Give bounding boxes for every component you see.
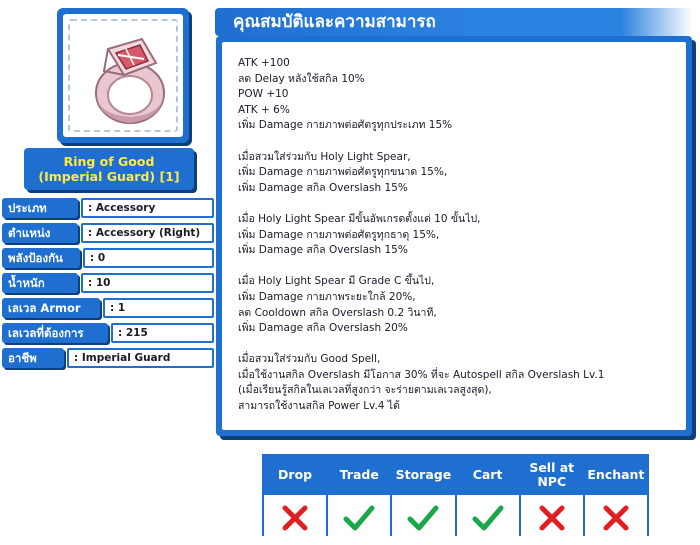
- description-spacer: [238, 337, 686, 353]
- property-required-level: [0, 323, 214, 343]
- trade-header-storage: Storage: [392, 456, 454, 493]
- item-name: [24, 148, 194, 190]
- property-value: : Accessory (Right): [81, 223, 214, 243]
- description-line: เมื่อสวมใส่ร่วมกับ Good Spell,: [238, 353, 381, 366]
- trade-cell-enchant: [585, 495, 647, 540]
- description-line: ลด Cooldown สกิล Overslash 0.2 วินาที,: [238, 306, 437, 319]
- item-image-panel: [63, 14, 183, 137]
- property-type: [0, 198, 214, 218]
- description-panel: [216, 36, 692, 436]
- description-line: เมื่อ Holy Light Spear มี Grade C ขึ้นไป,: [238, 275, 435, 288]
- description-line: เพิ่ม Damage สกิล Overslash 15%: [238, 181, 408, 194]
- trade-header-sell-npc: [521, 456, 583, 493]
- description-line: เพิ่ม Damage กายภาพระยะใกล้ 20%,: [238, 290, 416, 303]
- trade-header-enchant: Enchant: [585, 456, 647, 493]
- property-value: : 0: [83, 248, 214, 268]
- property-defense: [0, 248, 214, 268]
- property-value: : 10: [81, 273, 214, 293]
- trade-cell-drop: [264, 495, 326, 540]
- description-line: POW +10: [238, 88, 289, 101]
- description-body: [222, 42, 686, 430]
- trade-restrictions-table: [262, 454, 649, 536]
- ring-icon: [78, 31, 182, 135]
- property-value: : 1: [103, 298, 214, 318]
- property-value: : Imperial Guard: [67, 348, 214, 368]
- description-line: เมื่อ Holy Light Spear มีขั้นอัพเกรดตั้งแต่ 10 ขั้นไป,: [238, 212, 481, 225]
- description-line: เพิ่ม Damage กายภาพต่อศัตรูทุกประเภท 15%: [238, 119, 453, 132]
- trade-header-sell-npc-label: Sell at NPC: [529, 459, 575, 489]
- property-label: ประเภท: [2, 198, 78, 218]
- description-line: (เมื่อเรียนรู้สกิลในเลเวลที่สูงกว่า จะร่ายตามเลเวลสูงสุด),: [238, 384, 492, 397]
- checkmark-icon: [406, 503, 440, 533]
- checkmark-icon: [471, 503, 505, 533]
- description-spacer: [238, 196, 686, 212]
- description-spacer: [238, 259, 686, 275]
- property-slot: [0, 223, 214, 243]
- description-line: เพิ่ม Damage กายภาพต่อศัตรูทุกขนาด 15%,: [238, 166, 448, 179]
- trade-cell-trade: [328, 495, 390, 540]
- property-label: อาชีพ: [2, 348, 64, 368]
- trade-header-cart: Cart: [457, 456, 519, 493]
- description-line: เมื่อสวมใส่ร่วมกับ Holy Light Spear,: [238, 150, 411, 163]
- description-line: สามารถใช้งานสกิล Power Lv.4 ได้: [238, 400, 400, 413]
- cross-icon: [280, 503, 310, 533]
- trade-cell-storage: [392, 495, 454, 540]
- description-line: เมื่อใช้งานสกิล Overslash มีโอกาส 30% ที่จะ Autospell สกิล Overslash Lv.1: [238, 368, 605, 381]
- description-header: [215, 8, 693, 36]
- description-line: เพิ่ม Damage สกิล Overslash 20%: [238, 322, 408, 335]
- trade-header-trade: Trade: [328, 456, 390, 493]
- description-line: ลด Delay หลังใช้สกิล 10%: [238, 72, 365, 85]
- item-name-line1: Ring of Good: [63, 154, 155, 169]
- property-armor-level: [0, 298, 214, 318]
- cross-icon: [537, 503, 567, 533]
- item-image-border: [68, 19, 178, 132]
- property-label: ตำแหน่ง: [2, 223, 78, 243]
- property-value: : Accessory: [81, 198, 214, 218]
- description-line: เพิ่ม Damage สกิล Overslash 15%: [238, 244, 408, 257]
- description-line: เพิ่ม Damage กายภาพต่อศัตรูทุกธาตุ 15%,: [238, 228, 440, 241]
- property-weight: [0, 273, 214, 293]
- item-name-line2: (Imperial Guard) [1]: [38, 169, 180, 184]
- property-job: [0, 348, 214, 368]
- property-label: น้ำหนัก: [2, 273, 78, 293]
- description-line: ATK + 6%: [238, 103, 290, 116]
- property-value: : 215: [111, 323, 214, 343]
- trade-cell-cart: [457, 495, 519, 540]
- trade-header-drop: Drop: [264, 456, 326, 493]
- cross-icon: [601, 503, 631, 533]
- item-image-frame: [57, 8, 189, 143]
- property-label: พลังป้องกัน: [2, 248, 80, 268]
- description-title: คุณสมบัติและความสามารถ: [233, 12, 436, 32]
- description-spacer: [238, 134, 686, 150]
- property-label: เลเวล Armor: [2, 298, 100, 318]
- checkmark-icon: [342, 503, 376, 533]
- trade-cell-sell-npc: [521, 495, 583, 540]
- property-label: เลเวลที่ต้องการ: [2, 323, 108, 343]
- description-line: ATK +100: [238, 57, 290, 69]
